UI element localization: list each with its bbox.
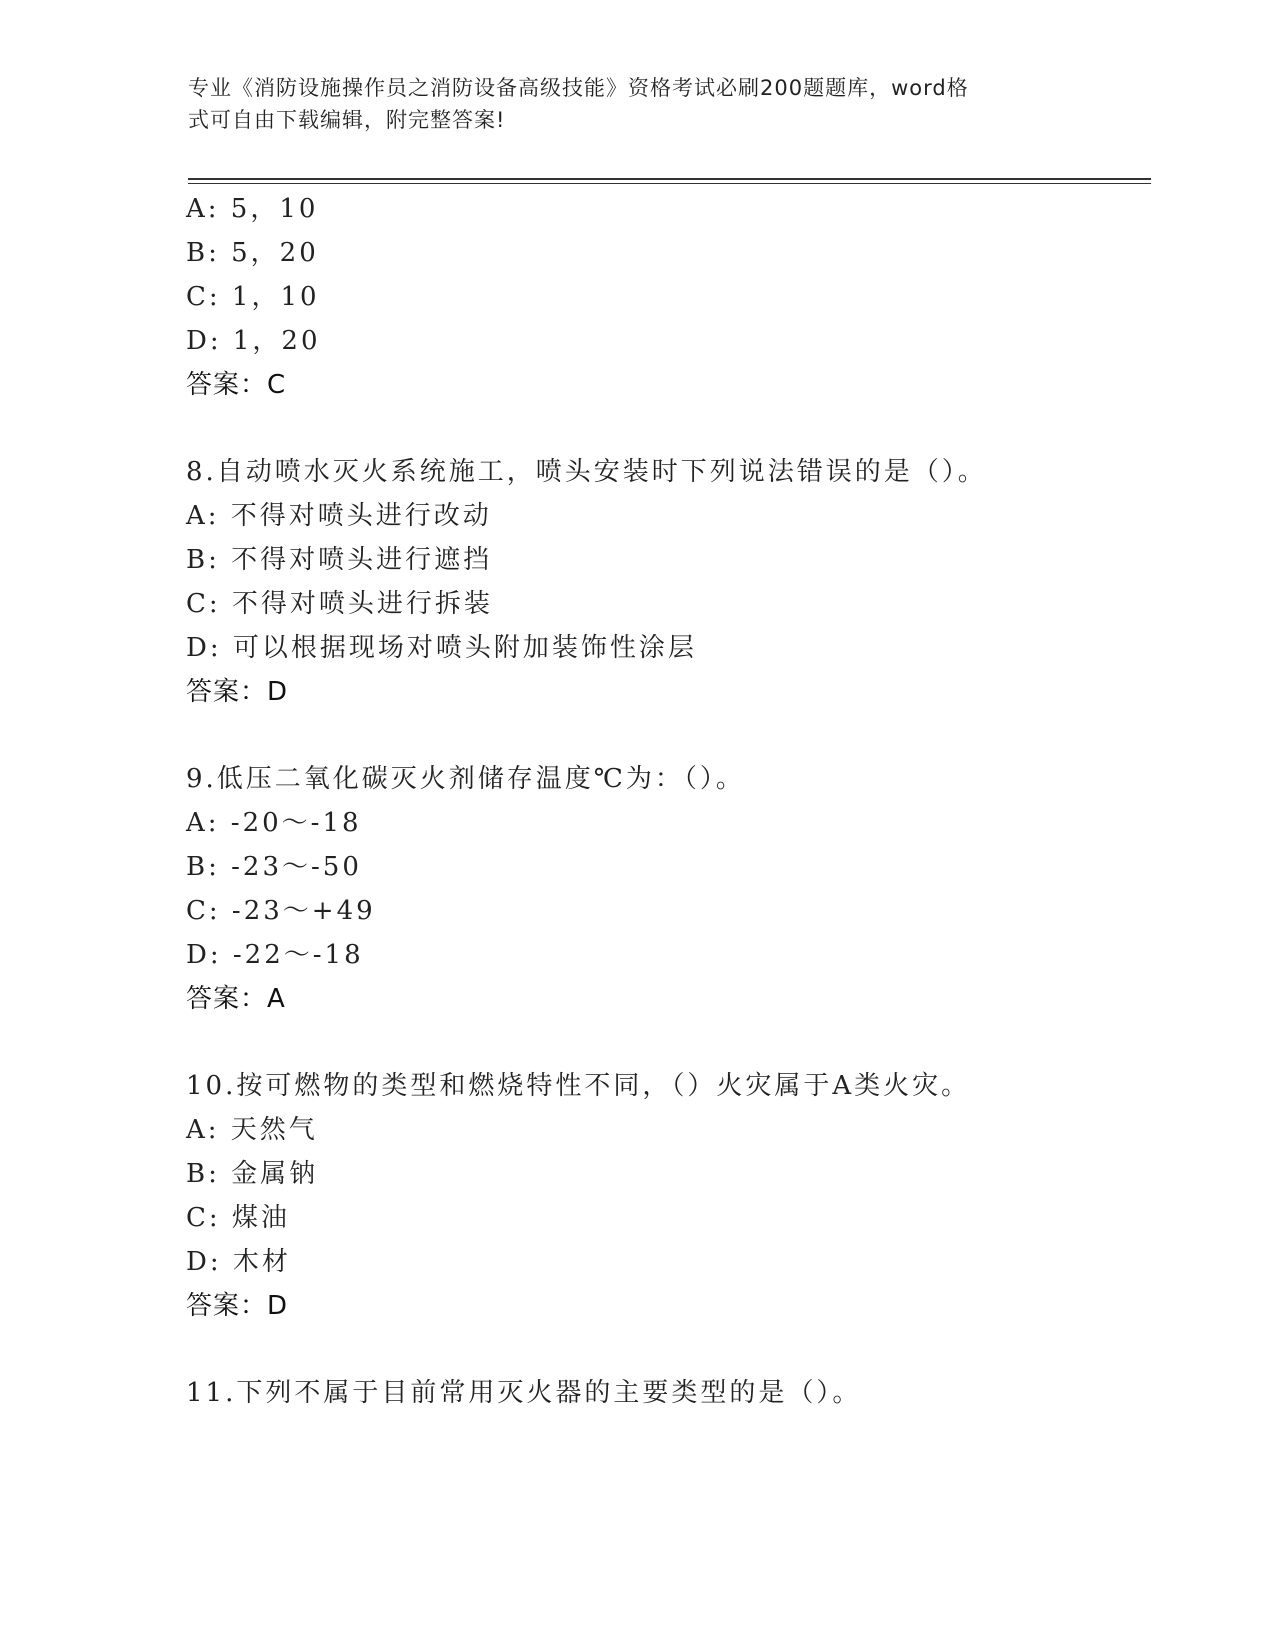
q7-option-b: B: 5，20 [186,238,319,268]
q8-answer: 答案：D [186,677,289,707]
q9-option-b: B: -23～-50 [186,852,362,882]
document-header [188,72,1068,136]
q10-option-b: B: 金属钠 [186,1159,319,1189]
header-line-1: 专业《消防设施操作员之消防设备高级技能》资格考试必刷200题题库，word格 [188,76,969,100]
q7-answer: 答案：C [186,370,287,400]
q8-option-c: C: 不得对喷头进行拆装 [186,589,493,619]
q9-option-c: C: -23～+49 [186,896,376,926]
q9-option-d: D: -22～-18 [186,940,364,970]
q9-question: 9.低压二氧化碳灭火剂储存温度℃为：（）。 [186,764,745,794]
header-line-2: 式可自由下载编辑，附完整答案! [188,108,506,132]
q7-option-c: C: 1，10 [186,282,320,312]
q7-option-d: D: 1，20 [186,326,321,356]
q10-option-a: A: 天然气 [186,1115,318,1145]
q9-option-a: A: -20～-18 [186,808,362,838]
q10-answer: 答案：D [186,1291,289,1321]
q8-option-b: B: 不得对喷头进行遮挡 [186,545,493,575]
q7-option-a: A: 5，10 [186,194,319,224]
q10-question: 10.按可燃物的类型和燃烧特性不同，（）火灾属于A类火灾。 [186,1071,971,1101]
q11-question: 11.下列不属于目前常用灭火器的主要类型的是（）。 [186,1378,862,1408]
q8-option-d: D: 可以根据现场对喷头附加装饰性涂层 [186,633,697,663]
header-divider [188,178,1151,180]
q10-option-d: D: 木材 [186,1247,291,1277]
q8-option-a: A: 不得对喷头进行改动 [186,501,492,531]
q10-option-c: C: 煤油 [186,1203,290,1233]
q9-answer: 答案：A [186,984,286,1014]
q8-question: 8.自动喷水灭火系统施工，喷头安装时下列说法错误的是（）。 [186,457,987,487]
header-divider-thin [188,183,1151,184]
